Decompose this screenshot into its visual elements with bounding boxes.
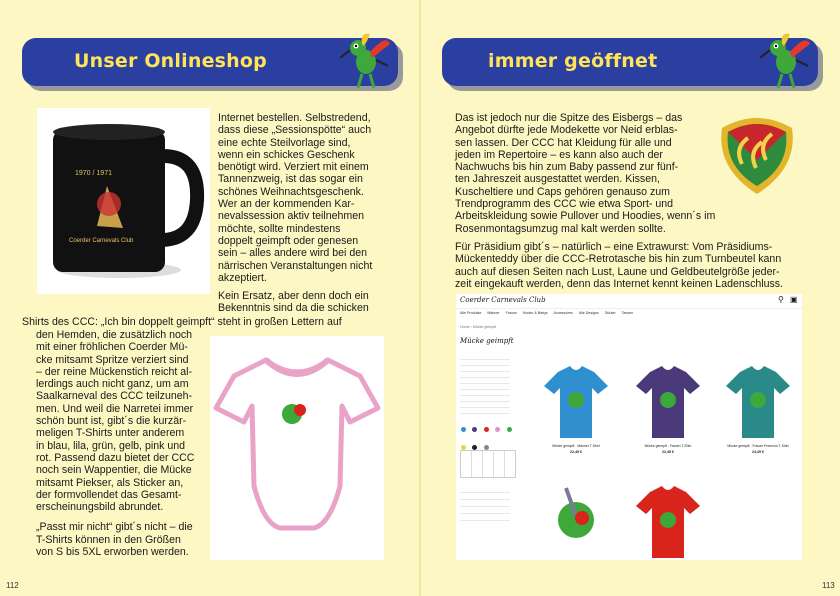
bodysuit-icon (210, 336, 384, 560)
baby-bodysuit-photo (210, 336, 384, 560)
color-swatch[interactable] (495, 427, 500, 432)
text-line: Bekenntnis sind da die schicken (218, 302, 369, 315)
product-card[interactable] (536, 360, 616, 460)
right-para1 (455, 112, 755, 235)
text-line: Internet bestellen. Selbstredend, (218, 112, 371, 124)
product-card[interactable] (536, 480, 616, 560)
page-number-left: 112 (6, 581, 19, 590)
filter-lines-2 (460, 486, 510, 526)
nav-item[interactable]: Accessoires (553, 311, 573, 315)
text-line: schön bunt ist, gibt´s die kurzär- (36, 415, 187, 428)
color-swatch[interactable] (484, 427, 489, 432)
text-line: cke mitsamt Spritze verziert sind (36, 353, 189, 366)
size-grid[interactable] (460, 450, 516, 478)
banner-title: immer geöffnet (488, 50, 658, 72)
filter-lines (460, 354, 510, 414)
text-line: Kuscheltiere und Caps gehören genauso zum (455, 185, 670, 198)
banner-left (22, 38, 398, 86)
text-line: Rosenmontagsumzug mal kalt werden sollte. (455, 222, 666, 235)
color-swatch[interactable] (461, 427, 466, 432)
text-line: dass diese „Sessionspötte“ auch (218, 124, 372, 137)
text-line: ten Jahreszeit ausgestattet werden. Kissen, (455, 173, 660, 186)
nav-item[interactable]: Sticker (604, 311, 616, 315)
filter-sidebar (460, 354, 520, 554)
tshirt-icon (718, 360, 798, 440)
nav-item[interactable]: Alle Produkte (460, 311, 482, 315)
nav-item[interactable]: Alle Designs (578, 311, 599, 315)
shirts-line: Shirts des CCC: „Ich bin doppelt geimpft“ steht in großen Lettern auf (22, 316, 342, 328)
product-label: Mücke geimpft - Frauen Premium T-Shirt (727, 444, 789, 448)
text-line: – der reine Mückenstich reicht al- (36, 365, 193, 378)
sticker-icon (536, 480, 616, 560)
tshirt-icon (628, 480, 708, 560)
mug-club-text: Coerder Carnevals Club (69, 238, 134, 244)
text-line: benötigt wird. Verziert mit einem (218, 161, 369, 174)
shop-site-title: Coerder Carnevals Club (460, 296, 546, 304)
text-line: Das ist jedoch nur die Spitze des Eisbergs – das (455, 112, 683, 124)
text-line: rot. Passend dazu bietet der CCC (36, 451, 195, 464)
nav-item[interactable]: Frauen (505, 311, 517, 315)
cart-icon[interactable]: ▣ (790, 295, 798, 304)
breadcrumb[interactable]: Home › Mücke geimpft (460, 325, 497, 329)
tshirt-icon (536, 360, 616, 440)
text-line: „Passt mir nicht“ gibt´s nicht – die (36, 521, 193, 534)
text-line: erscheinungsbild abrundet. (36, 501, 164, 514)
page-number-right: 113 (822, 581, 835, 590)
text-line: akzeptiert. (218, 271, 267, 284)
text-line: Wer an der kommenden Kar- (218, 198, 355, 211)
mug-photo (37, 108, 210, 294)
text-line: T-Shirts können in den Größen (36, 533, 181, 546)
text-line: wenn ein schickes Geschenk (218, 148, 355, 161)
shop-screenshot (456, 294, 802, 560)
text-line: mitsamt Piekser, als Sticker an, (36, 476, 184, 489)
text-line: meligen T-Shirts unter anderem (36, 427, 185, 440)
text-line: doppelt geimpft oder genesen (218, 234, 359, 247)
text-line: der formvollendet das Gesamt- (36, 488, 182, 501)
text-line: Angebot dürfte jede Modekette vor Neid erblas- (455, 124, 678, 137)
color-swatch[interactable] (472, 427, 477, 432)
product-label: Mücke geimpft - Männer T-Shirt (552, 444, 600, 448)
banner-right (442, 38, 818, 86)
shop-heading: Mücke geimpft (460, 337, 514, 345)
text-line: eine echte Steilvorlage sind, (218, 136, 351, 149)
product-price: 24,49 € (752, 450, 764, 454)
text-line: mit einer fröhlichen Coerder Mü- (36, 341, 188, 354)
text-line: lerdings auch nicht ganz, um am (36, 378, 189, 391)
text-line: zeit eingekauft werden, denn das Internet kennt keinen Ladenschluss. (455, 277, 784, 290)
mosquito-mascot-icon (760, 30, 812, 92)
text-line: Mückenteddy über die CCC-Retrotasche bis hin zum Turnbeutel kann (455, 253, 782, 266)
search-icon[interactable]: ⚲ (778, 295, 784, 304)
product-price: 22,49 € (570, 450, 582, 454)
mosquito-mascot-icon (340, 30, 392, 92)
text-line: Kein Ersatz, aber denn doch ein (218, 290, 369, 303)
text-line: von S bis 5XL erworben werden. (36, 546, 189, 559)
text-line: jeden im Repertoire – es kann also auch der (455, 148, 663, 161)
text-line: närrischen Veranstaltungen nicht (218, 259, 373, 272)
mug-icon (37, 108, 210, 294)
right-page (420, 0, 840, 596)
nav-item[interactable]: Männer (487, 311, 500, 315)
text-line: Tannenzweig, ist das sogar ein (218, 173, 363, 186)
mug-year-text: 1970 / 1971 (75, 170, 112, 177)
text-line: Für Präsidium gibt´s – natürlich – eine Extrawurst: Vom Präsidiums- (455, 241, 773, 253)
nav-item[interactable]: Kinder & Babys (522, 311, 548, 315)
left-bottom-text (36, 329, 216, 558)
banner-title: Unser Onlineshop (74, 50, 267, 72)
product-card[interactable] (628, 360, 708, 460)
nav-item[interactable]: Tassen (621, 311, 634, 315)
tshirt-icon (628, 360, 708, 440)
text-line: schönes Weihnachtsgeschenk. (218, 185, 364, 198)
product-price: 22,49 € (662, 450, 674, 454)
right-para2 (455, 241, 825, 290)
color-swatch[interactable] (507, 427, 512, 432)
text-line: in blau, lila, grün, gelb, pink und (36, 439, 186, 452)
text-line: Trendprogramm des CCC wie etwa Sport- und (455, 198, 674, 211)
text-line: nevalssession aktiv teilnehmen (218, 210, 365, 223)
shop-nav (460, 311, 633, 315)
text-line: noch sein Wappentier, die Mücke (36, 464, 192, 477)
text-line: sein – alles andere wird bei den (218, 247, 367, 260)
text-line: auch auf diesen Seiten nach Lust, Laune und Geldbeutelgröße jeder- (455, 265, 780, 278)
product-label: Mücke geimpft - Frauen T-Shirt (644, 444, 692, 448)
text-line: Saalkarneval des CCC teilzuneh- (36, 390, 193, 403)
text-line: Arbeitskleidung sowie Pullover und Hoodies, wenn´s im (455, 210, 716, 223)
shop-header (456, 294, 802, 309)
text-line: sen lassen. Der CCC hat Kleidung für alle und (455, 136, 672, 149)
text-line: den Hemden, die zusätzlich noch (36, 329, 193, 341)
text-line: möchte, sollte mindestens (218, 222, 341, 235)
text-line: Nachwuchs bis hin zum Baby passend zur fünf- (455, 161, 679, 174)
text-line: men. Und weil die Narretei immer (36, 402, 194, 415)
product-card[interactable] (628, 480, 708, 560)
left-column-text (218, 112, 408, 315)
product-card[interactable] (718, 360, 798, 460)
